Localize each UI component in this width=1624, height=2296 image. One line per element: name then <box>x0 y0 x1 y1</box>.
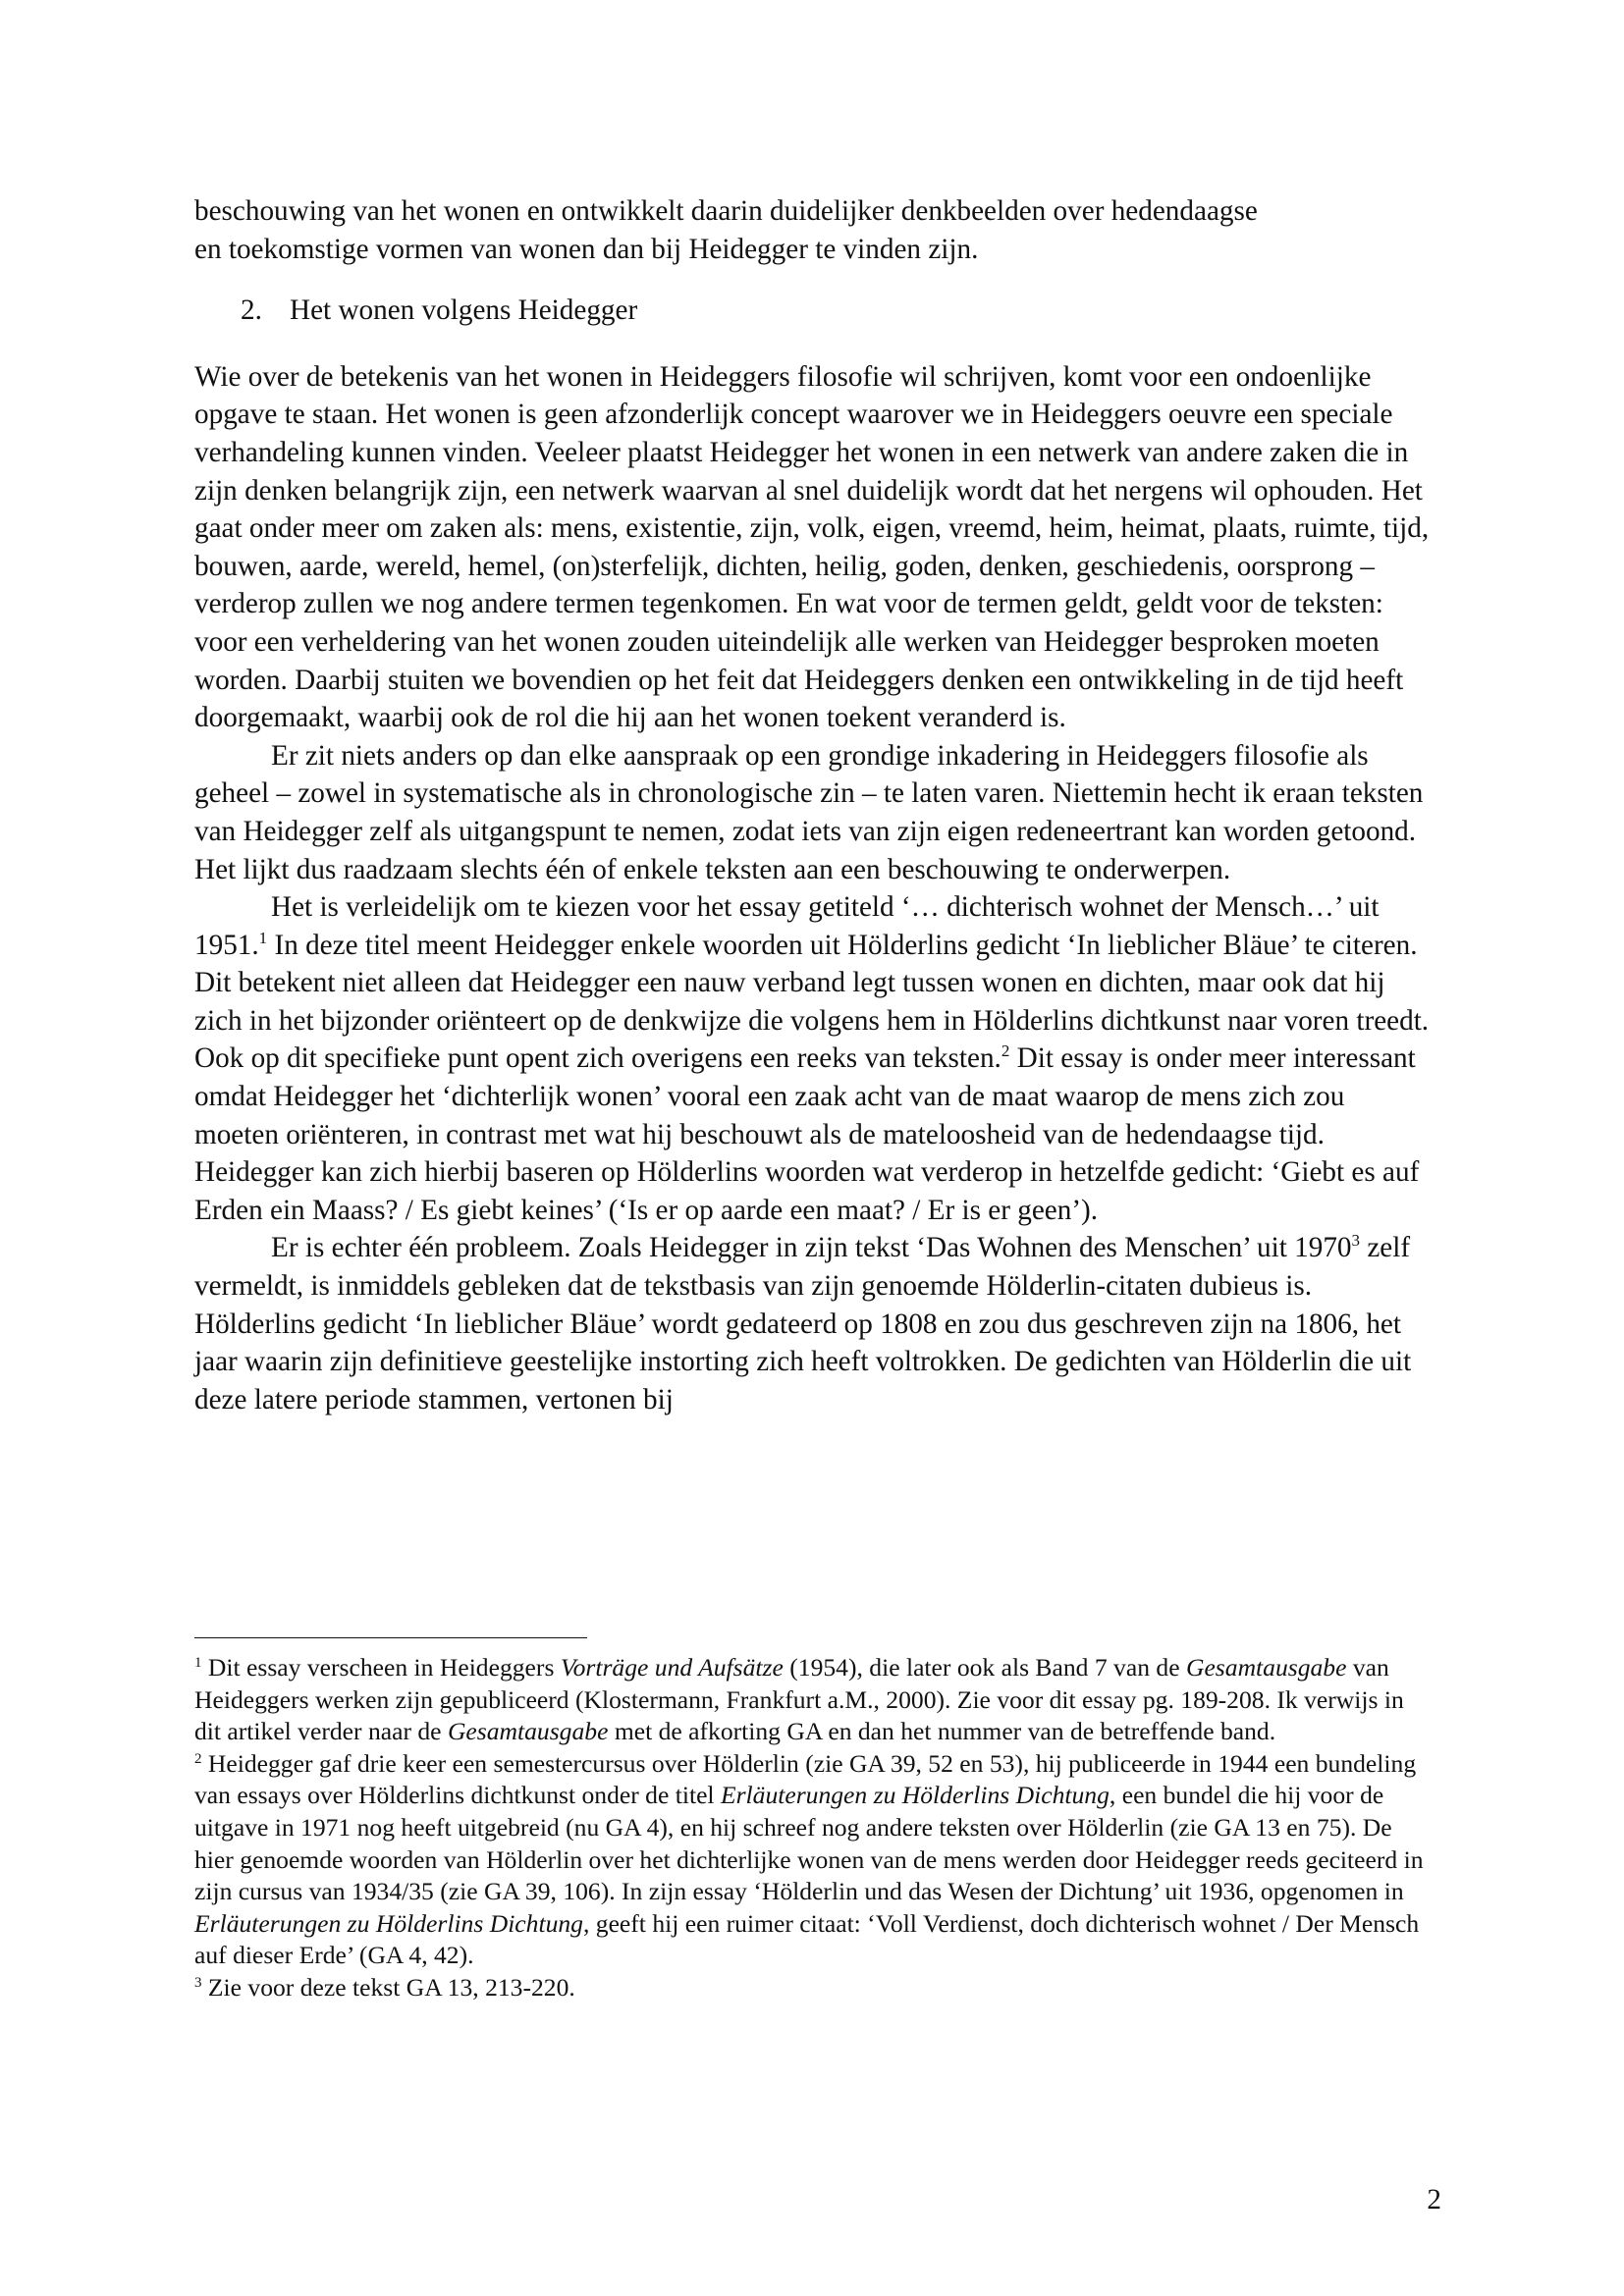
body-paragraph <box>194 888 1434 1229</box>
body-paragraph: Er zit niets anders op dan elke aanspraak op een grondige inkadering in Heideggers filosofie als geheel – zowel in systematische als in chronologische zin – te laten varen. Niettemin hecht ik eraan teksten van Heidegger zelf als uitgangspunt te nemen, zodat iets van zijn eigen redeneertrant kan worden getoond. Het lijkt dus raadzaam slechts één of enkele teksten aan een beschouwing te onderwerpen. <box>194 739 1424 885</box>
footnote-reference[interactable]: 2 <box>1001 1041 1010 1061</box>
book-title: Erläuterungen zu Hölderlins Dichtung <box>720 1781 1110 1810</box>
book-title: Gesamtausgabe <box>1185 1653 1347 1682</box>
footnote-marker: 1 <box>194 1655 202 1671</box>
section-heading <box>194 292 1434 330</box>
footnote-text: Heidegger gaf drie keer een semestercursus over Hölderlin (zie GA 39, 52 en 53), hij publiceerde in 1944 een bundeling van essays over Hölderlins dichtkunst onder de titel <box>194 1748 1417 1810</box>
book-title: Erläuterungen zu Hölderlins Dichtung <box>194 1908 583 1938</box>
footnote-text: Zie voor deze tekst GA 13, 213-220. <box>201 1972 575 2002</box>
footnote-marker: 2 <box>194 1750 202 1767</box>
footnote-reference[interactable]: 3 <box>1351 1231 1361 1251</box>
paragraph-text: Er is echter één probleem. Zoals Heidegger in zijn tekst ‘Das Wohnen des Menschen’ uit 1970 <box>271 1232 1352 1264</box>
section-title: Het wonen volgens Heidegger <box>290 294 638 327</box>
paragraph-text: Het is verleidelijk om te kiezen voor het essay getiteld ‘… dichterisch wohnet der Mensch…’ uit 1951. <box>194 891 1380 961</box>
book-title: Gesamtausgabe <box>447 1717 609 1746</box>
footnotes-section <box>194 1637 1434 2004</box>
paragraph-text: zelf vermeldt, is inmiddels gebleken dat de tekstbasis van zijn genoemde Hölderlin-citaten dubieus is. Hölderlins gedicht ‘In lieblicher Bläue’ wordt gedateerd op 1808 en zou dus geschreven zijn na 1806, het jaar waarin zijn definitieve geestelijke instorting zich heeft voltrokken. De gedichten van Hölderlin die uit deze latere periode stammen, vertonen bij <box>194 1232 1412 1415</box>
book-title: Vorträge und Aufsätze <box>560 1653 784 1682</box>
paragraph-text: In deze titel meent Heidegger enkele woorden uit Hölderlins gedicht ‘In lieblicher Bläue’ te citeren. Dit betekent niet alleen dat Heidegger een nauw verband legt tussen wonen en dichten, maar ook dat hij zich in het bijzonder oriënteert op de denkwijze die volgens hem in Hölderlins dichtkunst naar voren treedt. Ook op dit specifieke punt opent zich overigens een reeks van teksten. <box>194 929 1430 1075</box>
footnote-text: , geeft hij een ruimer citaat: ‘Voll Verdienst, doch dichterisch wohnet / Der Mensch auf dieser Erde’ (GA 4, 42). <box>194 1908 1420 1970</box>
footnote-marker: 3 <box>194 1974 202 1991</box>
intro-line: en toekomstige vormen van wonen dan bij Heidegger te vinden zijn. <box>194 233 979 265</box>
body-paragraph: Wie over de betekenis van het wonen in Heideggers filosofie wil schrijven, komt voor een ondoenlijke opgave te staan. Het wonen is geen afzonderlijk concept waarover we in Heideggers oeuvre een speciale verhandeling kunnen vinden. Veeleer plaatst Heidegger het wonen in een netwerk van andere zaken die in zijn denken belangrijk zijn, een netwerk waarvan al snel duidelijk wordt dat het nergens wil ophouden. Het gaat onder meer om zaken als: mens, existentie, zijn, volk, eigen, vreemd, heim, heimat, plaats, ruimte, tijd, bouwen, aarde, wereld, hemel, (on)sterfelijk, dichten, heilig, goden, denken, geschiedenis, oorsprong – verderop zullen we nog andere termen tegenkomen. En wat voor de termen geldt, geldt voor de teksten: voor een verheldering van het wonen zouden uiteindelijk alle werken van Heidegger besproken moeten worden. Daarbij stuiten we bovendien op het feit dat Heideggers denken een ontwikkeling in de tijd heeft doorgemaakt, waarbij ook de rol die hij aan het wonen toekent veranderd is. <box>194 360 1430 734</box>
footnote-3 <box>194 1972 1434 2004</box>
paragraph-text: Dit essay is onder meer interessant omdat Heidegger het ‘dichterlijk wonen’ vooral een zaak acht van de maat waarop de mens zich zou moeten oriënteren, in contrast met wat hij beschouwt als de mateloosheid van de hedendaagse tijd. Heidegger kan zich hierbij baseren op Hölderlins woorden wat verderop in hetzelfde gedicht: ‘Giebt es auf Erden ein Maass? / Es giebt keines’ (‘Is er op aarde een maat? / Er is er geen’). <box>194 1042 1420 1226</box>
page-body <box>194 192 1434 1418</box>
page-number: 2 <box>1427 2184 1441 2216</box>
section-number: 2. <box>241 294 262 327</box>
footnote-1 <box>194 1652 1434 1748</box>
footnote-reference[interactable]: 1 <box>258 928 268 947</box>
footnote-text: , een bundel die hij voor de uitgave in 1971 nog heeft uitgebreid (nu GA 4), en hij schreef nog andere teksten over Hölderlin (zie GA 13 en 75). De hier genoemde woorden van Hölderlin over het dichterlijke wonen van de mens werden door Heidegger reeds geciteerd in zijn cursus van 1934/35 (zie GA 39, 106). In zijn essay ‘Hölderlin und das Wesen der Dichtung’ uit 1936, opgenomen in <box>194 1781 1424 1906</box>
footnote-text: van Heideggers werken zijn gepubliceerd (Klostermann, Frankfurt a.M., 2000). Zie voor dit essay pg. 189-208. Ik verwijs in dit artikel verder naar de <box>194 1653 1404 1746</box>
footnote-separator <box>194 1637 587 1638</box>
intro-paragraph <box>194 192 1434 268</box>
footnote-2 <box>194 1748 1434 1972</box>
intro-line: beschouwing van het wonen en ontwikkelt daarin duidelijker denkbeelden over hedendaagse <box>194 195 1258 227</box>
footnote-text: (1954), die later ook als Band 7 van de <box>783 1653 1186 1682</box>
footnote-text: met de afkorting GA en dan het nummer van de betreffende band. <box>608 1717 1276 1746</box>
body-paragraph <box>194 1229 1434 1418</box>
footnote-text: Dit essay verscheen in Heideggers <box>201 1653 561 1682</box>
